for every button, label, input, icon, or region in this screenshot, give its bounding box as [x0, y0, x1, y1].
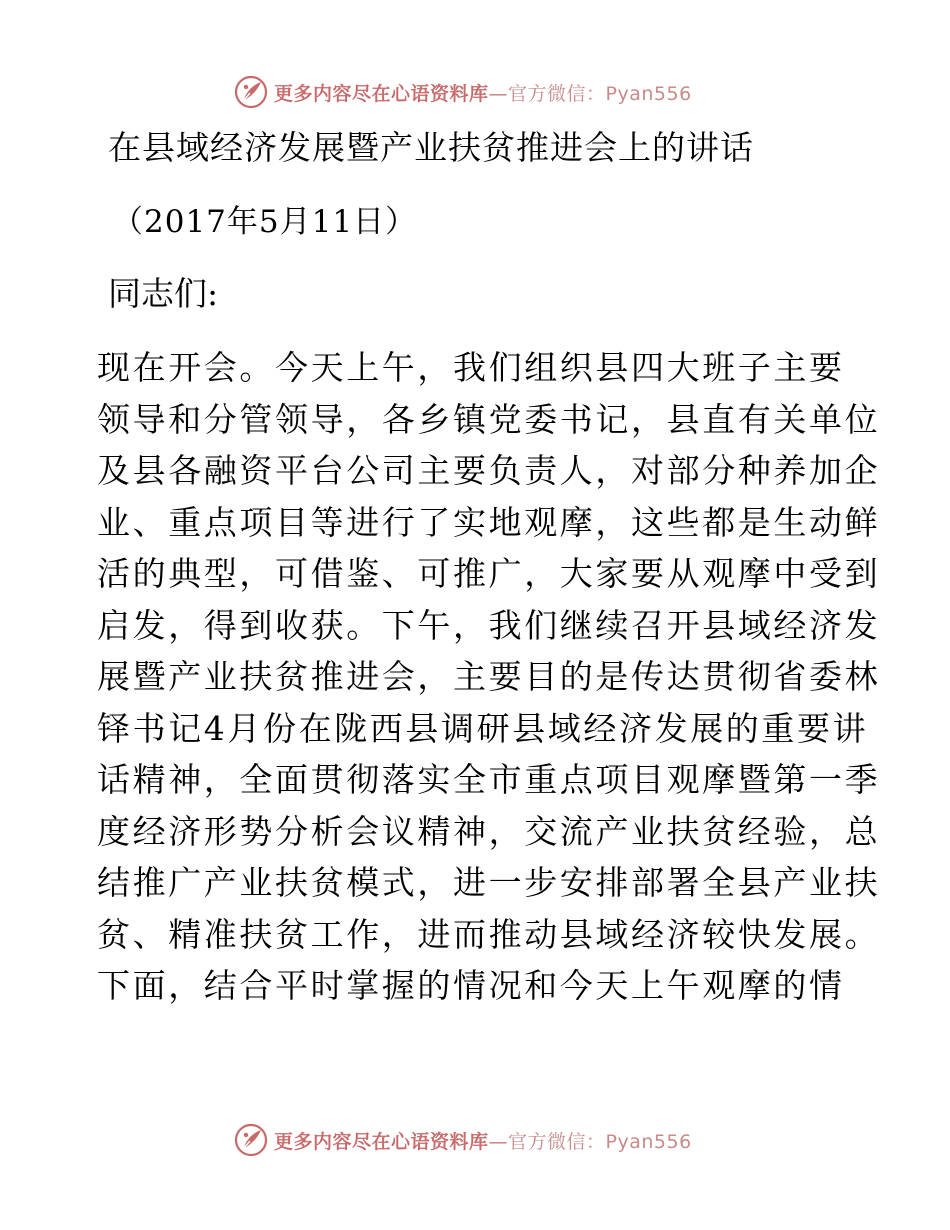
feather-pen-logo-icon: [234, 1123, 268, 1157]
footer-banner: [0, 1120, 950, 1160]
paragraph-line: 下面，结合平时掌握的情况和今天上午观摩的情: [97, 966, 845, 1005]
paragraph-line: 及县各融资平台公司主要负责人，对部分种养加企: [97, 451, 881, 490]
paragraph-line: 度经济形势分析会议精神，交流产业扶贫经验，总: [97, 811, 881, 851]
footer-banner-main-text: 更多内容尽在心语资料库: [274, 1130, 489, 1153]
body-paragraph: [97, 342, 881, 1012]
document-date: （2017年5月11日）: [112, 204, 418, 240]
feather-pen-logo-icon: [234, 75, 268, 109]
paragraph-line: 展暨产业扶贫推进会，主要目的是传达贯彻省委林: [97, 657, 881, 696]
paragraph-line: 铎书记4月份在陇西县调研县域经济发展的重要讲: [97, 708, 869, 748]
header-banner-separator: —: [488, 82, 509, 105]
salutation: 同志们:: [108, 274, 219, 313]
header-banner-wechat-text: 官方微信：Pyan556: [508, 82, 692, 105]
document-title: 在县域经济发展暨产业扶贫推进会上的讲话: [108, 128, 754, 167]
footer-banner-wechat-text: 官方微信：Pyan556: [508, 1130, 692, 1153]
header-banner-content: [234, 72, 692, 112]
paragraph-line: 活的典型，可借鉴、可推广，大家要从观摩中受到: [97, 554, 881, 593]
footer-banner-separator: —: [488, 1130, 509, 1153]
paragraph-line: 贫、精准扶贫工作，进而推动县域经济较快发展。: [97, 914, 881, 954]
header-banner-main-text: 更多内容尽在心语资料库: [274, 82, 489, 105]
paragraph-line: 业、重点项目等进行了实地观摩，这些都是生动鲜: [97, 502, 881, 542]
paragraph-line: 结推广产业扶贫模式，进一步安排部署全县产业扶: [97, 863, 881, 902]
paragraph-line: 现在开会。今天上午，我们组织县四大班子主要: [97, 348, 845, 387]
footer-banner-content: [234, 1120, 692, 1160]
header-banner: [0, 72, 950, 112]
paragraph-line: 启发，得到收获。下午，我们继续召开县域经济发: [97, 605, 881, 645]
paragraph-line: 话精神，全面贯彻落实全市重点项目观摩暨第一季: [97, 760, 881, 799]
paragraph-line: 领导和分管领导，各乡镇党委书记，县直有关单位: [97, 399, 881, 439]
